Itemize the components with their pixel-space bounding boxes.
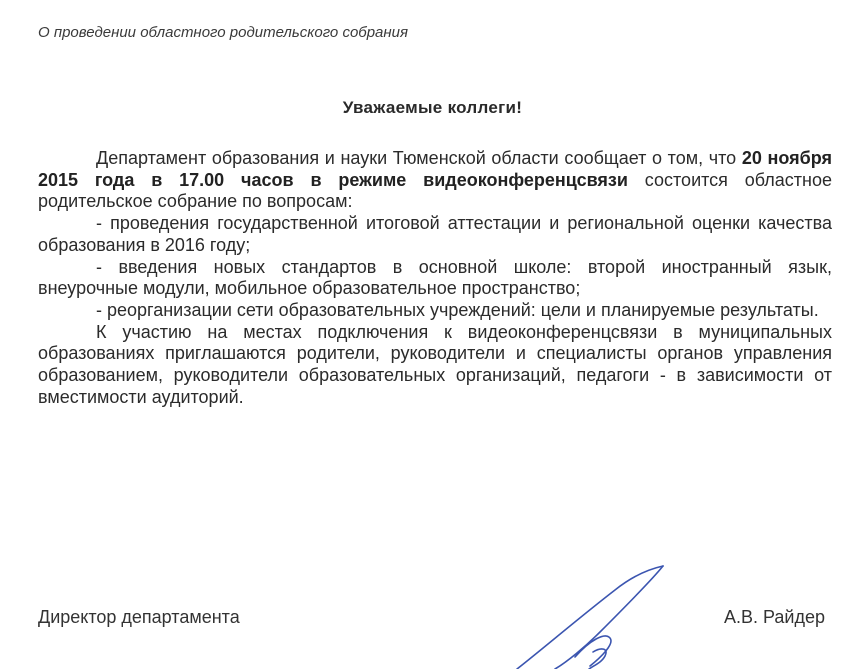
agenda-item-standards: - введения новых стандартов в основной школе: второй иностранный язык, внеурочные модули, мобильное образовательное пространство; <box>38 256 832 299</box>
announcement-date-time: 20 ноября 2015 года в 17.00 часов в режиме видеоконференцсвязи <box>38 148 832 190</box>
signatory-title: Директор департамента <box>38 607 240 627</box>
agenda-item-reorganization: - реорганизации сети образовательных учреждений: цели и планируемые результаты. <box>96 299 819 320</box>
agenda-item-attestation: - проведения государственной итоговой аттестации и региональной оценки качества образования в 2016 году; <box>38 213 832 255</box>
letter-subject: О проведении областного родительского собрания <box>38 24 409 41</box>
handwritten-signature <box>505 562 685 669</box>
paragraph-announcement <box>38 148 832 213</box>
letter-body <box>38 148 832 408</box>
signatory-name: А.В. Райдер <box>723 607 825 627</box>
paragraph-participants: К участию на местах подключения к видеоконференцсвязи в муниципальных образованиях приглашаются родители, руководители и специалисты органов управления образованием, руководители образовательных организаций, педагоги - в зависимости от вместимости аудиторий. <box>38 321 832 407</box>
announcement-text-start: Департамент образования и науки Тюменской области сообщает о том, что <box>96 148 742 168</box>
salutation-heading: Уважаемые коллеги! <box>342 98 523 117</box>
announcement-text-end: состоится областное родительское собрание по вопросам: <box>38 169 832 212</box>
